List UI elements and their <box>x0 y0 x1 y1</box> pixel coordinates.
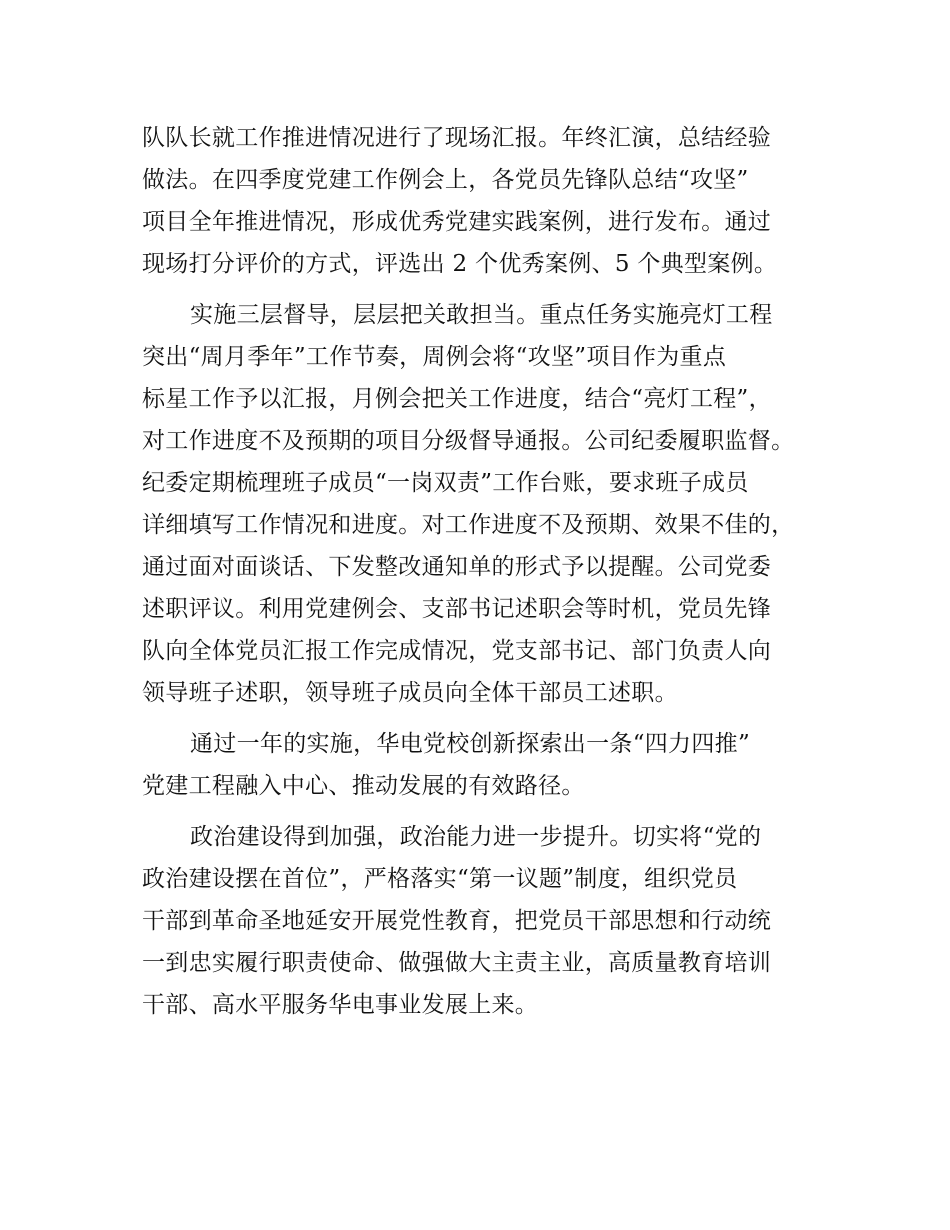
text-line: 做法。在四季度党建工作例会上，各党员先锋队总结“攻坚” <box>142 167 749 193</box>
text-line: 政治建设摆在首位”，严格落实“第一议题”制度，组织党员 <box>142 866 738 892</box>
text-line: 干部到革命圣地延安开展党性教育，把党员干部思想和行动统 <box>142 908 772 934</box>
document-body <box>142 117 825 1035</box>
text-line: 队队长就工作推进情况进行了现场汇报。年终汇演，总结经验 <box>142 125 772 151</box>
text-line: 政治建设得到加强，政治能力进一步提升。切实将“党的 <box>190 824 762 850</box>
text-line: 现场打分评价的方式，评选出 2 个优秀案例、5 个典型案例。 <box>142 251 778 277</box>
text-line: 纪委定期梳理班子成员“一岗双责”工作台账，要求班子成员 <box>142 470 749 496</box>
text-line: 通过一年的实施，华电党校创新探索出一条“四力四推” <box>190 731 751 757</box>
paragraph-4 <box>142 816 825 1026</box>
text-line: 实施三层督导，层层把关敢担当。重点任务实施亮灯工程 <box>190 302 773 328</box>
text-line: 详细填写工作情况和进度。对工作进度不及预期、效果不佳的， <box>142 512 795 538</box>
text-line: 标星工作予以汇报，月例会把关工作进度，结合“亮灯工程”， <box>142 386 772 412</box>
text-line: 对工作进度不及预期的项目分级督导通报。公司纪委履职监督。 <box>142 428 795 454</box>
text-line: 通过面对面谈话、下发整改通知单的形式予以提醒。公司党委 <box>142 554 772 580</box>
paragraph-3 <box>142 723 825 807</box>
text-line: 干部、高水平服务华电事业发展上来。 <box>142 992 539 1018</box>
paragraph-2 <box>142 294 825 714</box>
text-line: 队向全体党员汇报工作完成情况，党支部书记、部门负责人向 <box>142 638 772 664</box>
text-line: 项目全年推进情况，形成优秀党建实践案例，进行发布。通过 <box>142 209 772 235</box>
paragraph-1 <box>142 117 825 285</box>
text-line: 领导班子述职，领导班子成员向全体干部员工述职。 <box>142 680 678 706</box>
text-line: 述职评议。利用党建例会、支部书记述职会等时机，党员先锋 <box>142 596 772 622</box>
text-line: 党建工程融入中心、推动发展的有效路径。 <box>142 773 585 799</box>
text-line: 一到忠实履行职责使命、做强做大主责主业，高质量教育培训 <box>142 950 772 976</box>
text-line: 突出“周月季年”工作节奏，周例会将“攻坚”项目作为重点 <box>142 344 727 370</box>
